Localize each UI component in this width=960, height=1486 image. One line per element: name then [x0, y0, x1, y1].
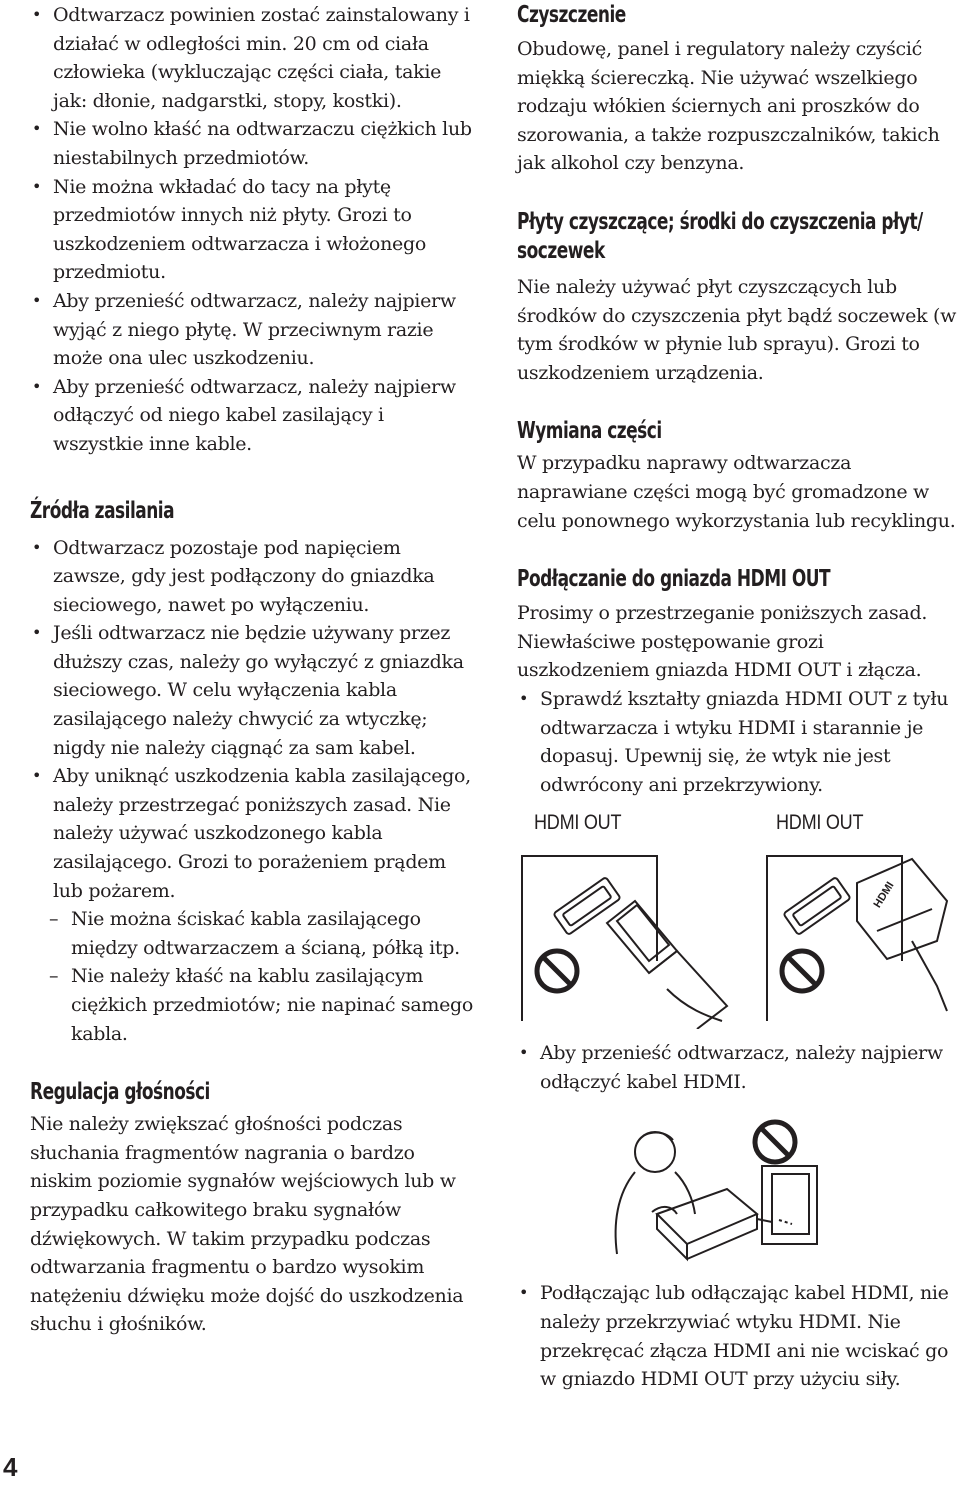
list-item: • Aby przenieść odtwarzacz, należy najpierw wyjąć z niego płytę. W przeciwnym razie może ona ulec uszkodzeniu.: [30, 287, 475, 373]
hdmi-heading: Podłączanie do gniazda HDMI OUT: [517, 566, 831, 593]
left-column: [30, 0, 475, 1339]
right-column: [517, 0, 957, 1394]
hdmi-list-1: [517, 685, 957, 799]
page-number: 4: [3, 1452, 18, 1482]
list-item: • Odtwarzacz pozostaje pod napięciem zawsze, gdy jest podłączony do gniazdka sieciowego, nawet po wyłączeniu.: [30, 534, 475, 620]
volume-heading: Regulacja głośności: [30, 1079, 210, 1106]
figure-label-right: HDMI OUT: [776, 811, 864, 835]
hdmi-connector-figure: [517, 811, 957, 1029]
cleaning-text: Obudowę, panel i regulatory należy czyścić miękką ściereczką. Nie używać wszelkiego rodzaju włókien ściernych ani proszków do szorowania, a także rozpuszczalników, takich jak alkohol czy benzyna.: [517, 38, 940, 175]
list-item: • Aby przenieść odtwarzacz, należy najpierw odłączyć kabel HDMI.: [517, 1039, 957, 1096]
parts-text: W przypadku naprawy odtwarzacza naprawiane części mogą być gromadzone w celu ponownego wykorzystania lub recyklingu.: [517, 452, 956, 532]
volume-text: Nie należy zwiększać głośności podczas słuchania fragmentów nagrania o bardzo niskim poziomie sygnałów wejściowych lub w przypadku całkowitego braku sygnałów dźwiękowych. W takim przypadku podczas odtwarzania fragmentu o bardzo wysokim natężeniu dźwięku może dojść do uszkodzenia słuchu i głośników.: [30, 1113, 464, 1336]
hdmi-text: Prosimy o przestrzeganie poniższych zasad. Niewłaściwe postępowanie grozi uszkodzeniem gniazda HDMI OUT i złącza.: [517, 602, 928, 682]
list-item: • Sprawdź kształty gniazda HDMI OUT z tyłu odtwarzacza i wtyku HDMI i starannie je dopasuj. Upewnij się, że wtyk nie jest odwrócony ani przekrzywiony.: [517, 685, 957, 799]
list-item: • Nie wolno kłaść na odtwarzaczu ciężkich lub niestabilnych przedmiotów.: [30, 115, 475, 172]
list-item: • Nie można wkładać do tacy na płytę przedmiotów innych niż płyty. Grozi to uszkodzeniem odtwarzacza i włożonego przedmiotu.: [30, 173, 475, 287]
prohibited-icon: [537, 951, 577, 991]
discs-heading-line2: soczewek: [517, 237, 605, 264]
discs-heading-line1: Płyty czyszczące; środki do czyszczenia płyt/: [517, 208, 923, 235]
plug-label: HDMI: [871, 880, 897, 911]
discs-heading: [517, 208, 957, 266]
prohibited-icon: [782, 951, 822, 991]
cleaning-heading: Czyszczenie: [517, 2, 626, 28]
prohibited-icon: [755, 1122, 795, 1162]
power-list: [30, 534, 475, 906]
intro-list: [30, 1, 475, 459]
list-item: • Jeśli odtwarzacz nie będzie używany przez dłuższy czas, należy go wyłączyć z gniazdka sieciowego. W celu wyłączenia kabla zasilającego należy chwycić za wtyczkę; nigdy nie należy ciągnąć za sam kabel.: [30, 619, 475, 762]
unplug-figure: [517, 1104, 957, 1267]
discs-text: Nie należy używać płyt czyszczących lub środków do czyszczenia płyt bądź soczewek (w tym środków w płynie lub sprayu). Grozi to uszkodzeniem urządzenia.: [517, 275, 957, 384]
parts-heading: Wymiana części: [517, 418, 662, 445]
figure-label-left: HDMI OUT: [534, 811, 622, 835]
hdmi-plug-illustration: [517, 811, 957, 1029]
list-item: • Odtwarzacz powinien zostać zainstalowany i działać w odległości min. 20 cm od ciała człowieka (wykluczając części ciała, takie jak: dłonie, nadgarstki, stopy, kostki).: [30, 1, 475, 115]
list-item: • Aby przenieść odtwarzacz, należy najpierw odłączyć od niego kabel zasilający i wszystkie inne kable.: [30, 373, 475, 459]
list-item: • Aby uniknąć uszkodzenia kabla zasilającego, należy przestrzegać poniższych zasad. Nie należy używać uszkodzonego kabla zasilającego. Grozi to porażeniem prądem lub pożarem.: [30, 762, 475, 905]
power-heading: Źródła zasilania: [30, 497, 175, 524]
hdmi-list-3: [517, 1279, 957, 1393]
hdmi-list-2: [517, 1039, 957, 1096]
power-sublist: [30, 905, 475, 1048]
person-carrying-player-illustration: [517, 1104, 957, 1267]
list-item: • Podłączając lub odłączając kabel HDMI, nie należy przekrzywiać wtyku HDMI. Nie przekręcać złącza HDMI ani nie wciskać go w gniazdo HDMI OUT przy użyciu siły.: [517, 1279, 957, 1393]
list-subitem: – Nie można ściskać kabla zasilającego między odtwarzaczem a ścianą, półką itp.: [30, 905, 475, 962]
list-subitem: – Nie należy kłaść na kablu zasilającym ciężkich przedmiotów; nie napinać samego kabla.: [30, 962, 475, 1048]
